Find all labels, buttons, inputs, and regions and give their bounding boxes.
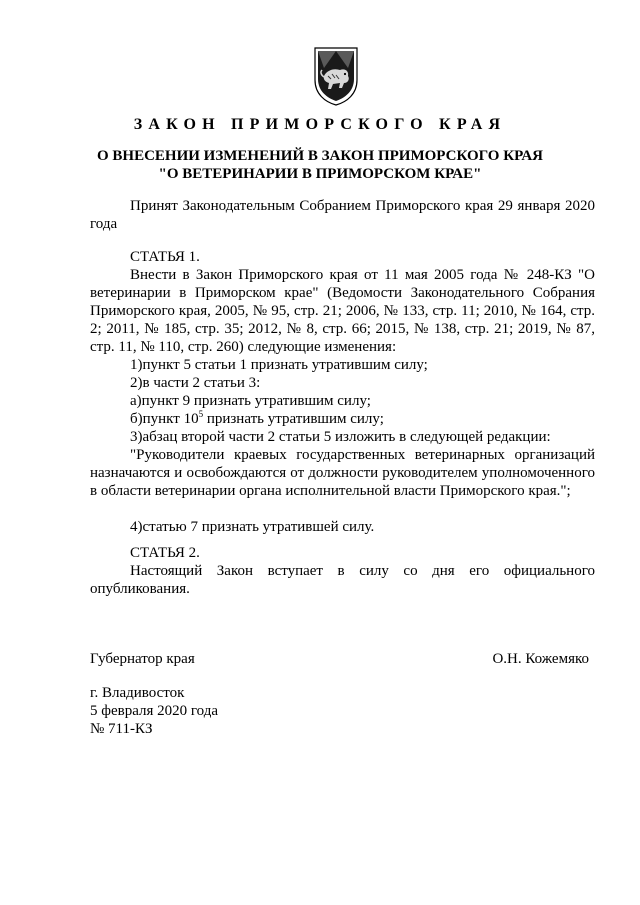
coat-of-arms-icon — [314, 46, 358, 106]
footer-place: г. Владивосток — [90, 685, 185, 701]
footer-date: 5 февраля 2020 года — [90, 703, 219, 719]
article-1-item-4: 4)статью 7 признать утратившей силу. — [130, 519, 375, 535]
article-1-item-3: 3)абзац второй части 2 статьи 5 изложить в следующей редакции: — [130, 429, 551, 445]
item-2b-superscript: 5 — [198, 409, 204, 419]
article-1-intro: Внести в Закон Приморского края от 11 мая 2005 года № 248-КЗ "О ветеринарии в Приморском крае" (Ведомости Законодательного Собрания Приморского края, 2005, № 95, стр. 21; 2006, № 133, стр. 11; 2010, № 164, стр. 2; 2011, № 185, стр. 35; 2012, № 8, стр. 66; 2015, № 138, стр. 21; 2019, № 87, стр. 11, № 110, стр. 260) следующие изменения: — [90, 267, 595, 355]
article-2-text: Настоящий Закон вступает в силу со дня его официального опубликования. — [90, 563, 595, 597]
article-2-heading: СТАТЬЯ 2. — [130, 545, 200, 561]
item-2b-text: б)пункт 10 — [130, 411, 199, 427]
article-1-item-2b — [130, 410, 384, 428]
article-1-quote: "Руководители краевых государственных ветеринарных организаций назначаются и освобождаются от должности руководителем уполномоченного в области ветеринарии органа исполнительной власти Приморского края."; — [90, 447, 595, 499]
law-title: ЗАКОН ПРИМОРСКОГО КРАЯ — [133, 116, 507, 133]
signature-position: Губернатор края — [90, 651, 195, 667]
subtitle-line-1: О ВНЕСЕНИИ ИЗМЕНЕНИЙ В ЗАКОН ПРИМОРСКОГО КРАЯ — [97, 148, 543, 164]
article-1-heading: СТАТЬЯ 1. — [130, 249, 200, 265]
adoption-note: Принят Законодательным Собранием Приморского края 29 января 2020 года — [90, 198, 595, 232]
article-1-item-2a: а)пункт 9 признать утратившим силу; — [130, 393, 371, 409]
law-subtitle — [0, 147, 640, 183]
subtitle-line-2: "О ВЕТЕРИНАРИИ В ПРИМОРСКОМ КРАЕ" — [158, 166, 482, 182]
signature-name: О.Н. Кожемяко — [492, 651, 589, 667]
item-2b-text-end: признать утратившим силу; — [203, 411, 384, 427]
article-1-item-2: 2)в части 2 статьи 3: — [130, 375, 261, 391]
article-1-item-1: 1)пункт 5 статьи 1 признать утратившим силу; — [130, 357, 428, 373]
footer-number: № 711-КЗ — [90, 721, 153, 737]
